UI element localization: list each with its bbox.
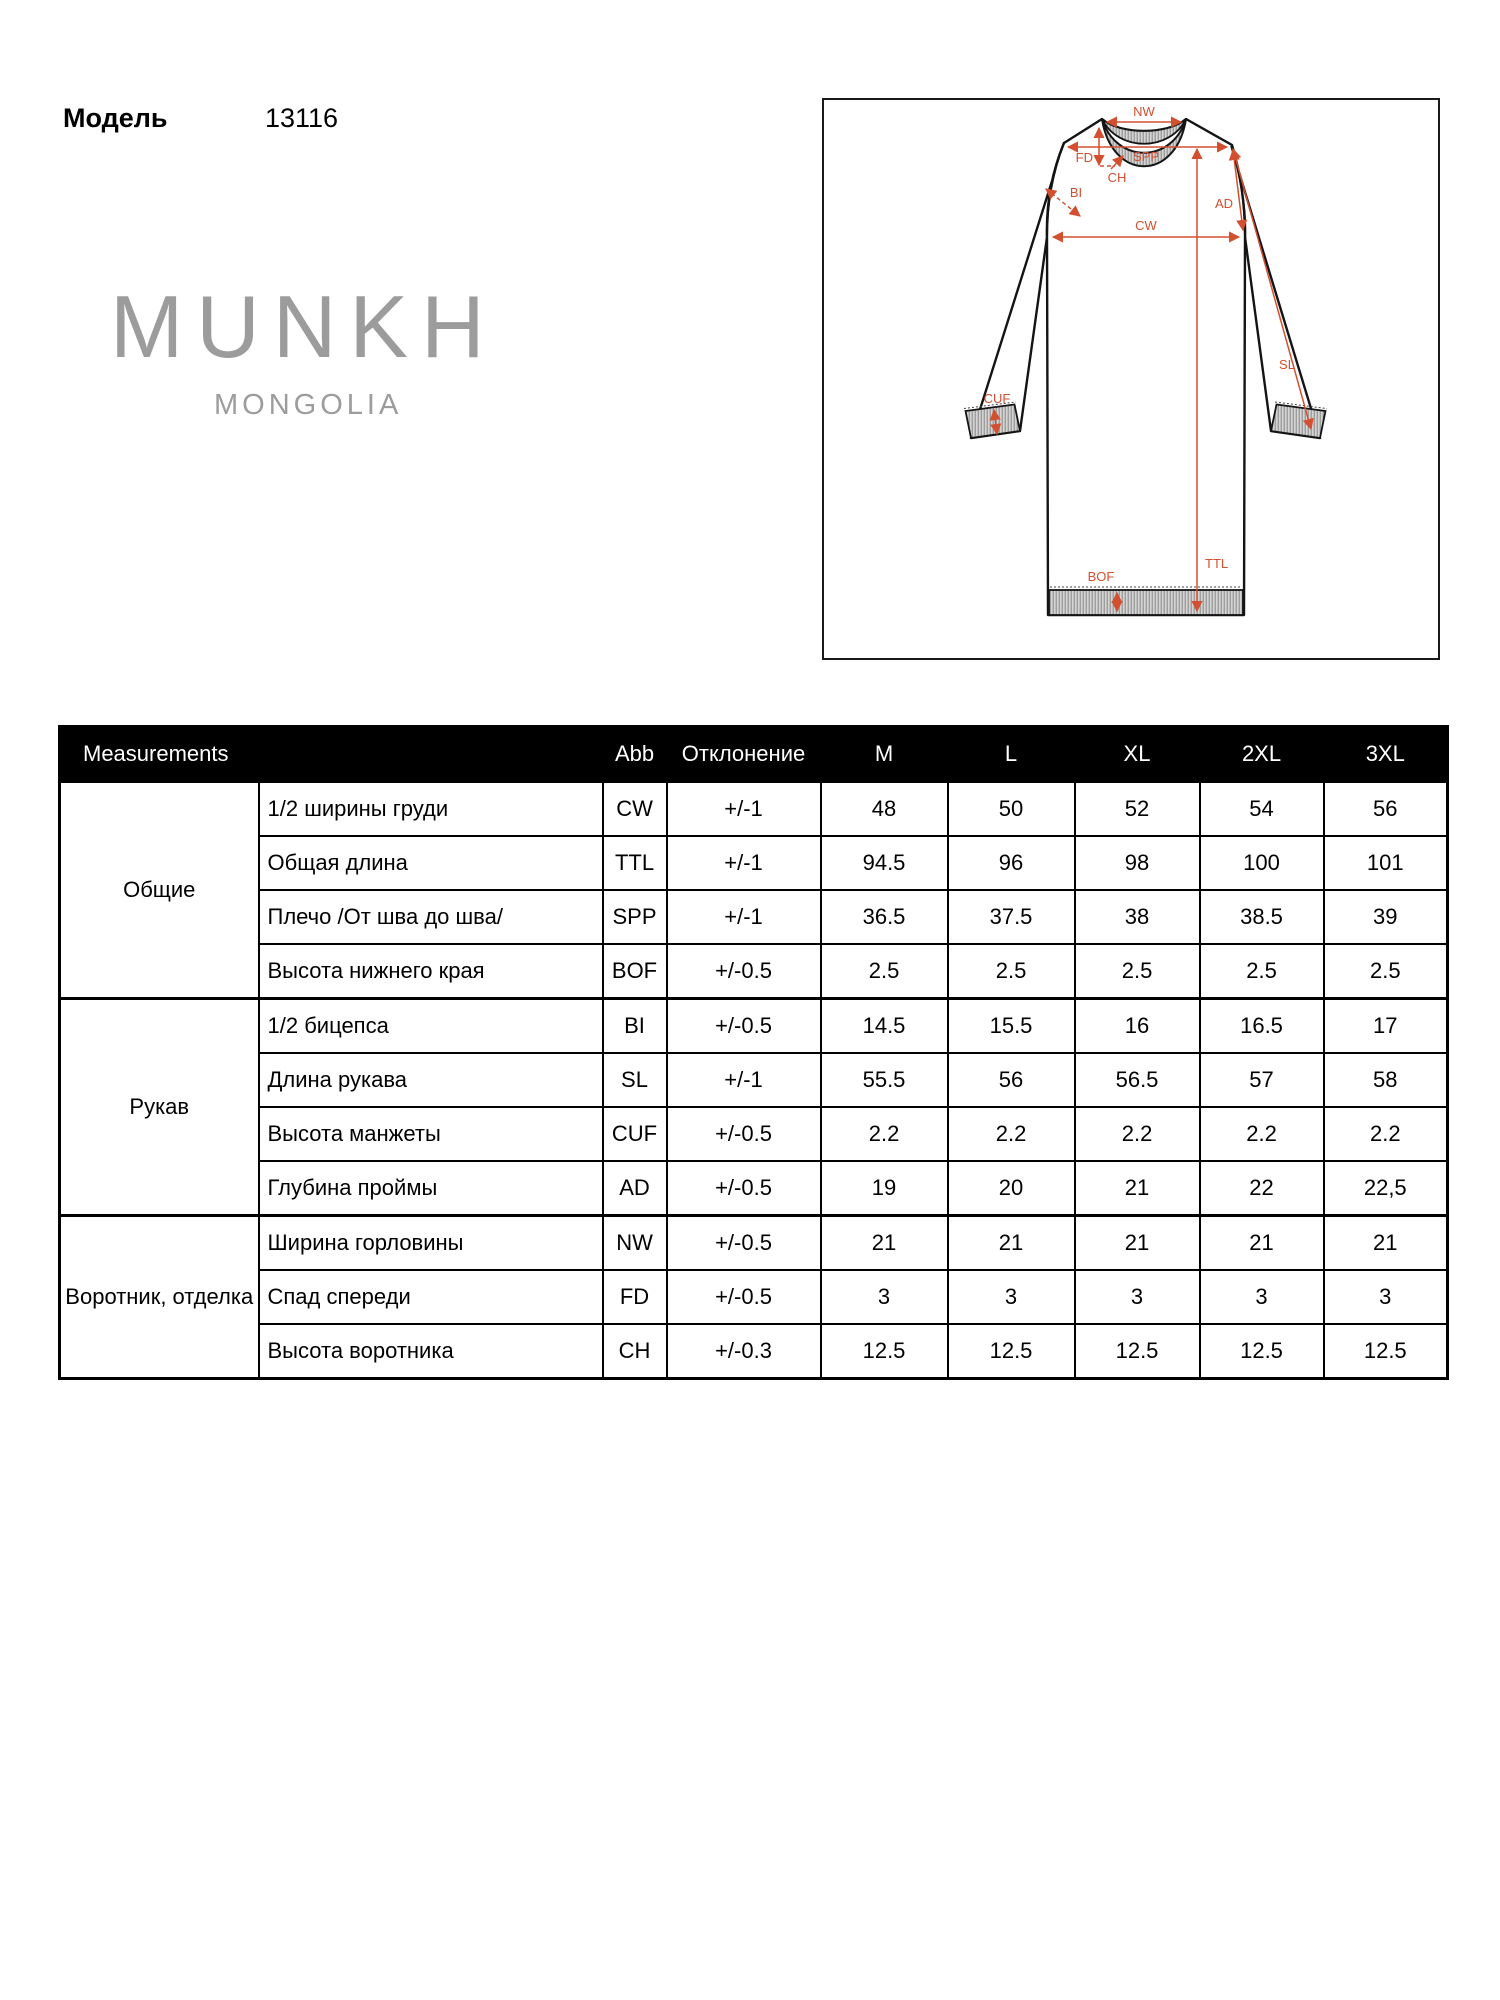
measure-abb: AD xyxy=(603,1161,667,1216)
measure-name: Высота манжеты xyxy=(259,1107,603,1161)
bi-label: BI xyxy=(1069,185,1083,200)
measure-abb: SPP xyxy=(603,890,667,944)
table-row xyxy=(60,782,1448,837)
group-label-sleeve: Рукав xyxy=(60,999,259,1216)
value-l: 96 xyxy=(948,836,1075,890)
value-3xl: 101 xyxy=(1324,836,1448,890)
value-l: 20 xyxy=(948,1161,1075,1216)
value-m: 14.5 xyxy=(821,999,948,1054)
value-xl: 12.5 xyxy=(1075,1324,1200,1379)
value-l: 12.5 xyxy=(948,1324,1075,1379)
header-size-2xl: 2XL xyxy=(1200,727,1324,782)
value-2xl: 12.5 xyxy=(1200,1324,1324,1379)
value-m: 55.5 xyxy=(821,1053,948,1107)
measure-name: Плечо /От шва до шва/ xyxy=(259,890,603,944)
value-3xl: 39 xyxy=(1324,890,1448,944)
measure-abb: BOF xyxy=(603,944,667,999)
measure-abb: CUF xyxy=(603,1107,667,1161)
ch-label: CH xyxy=(1107,170,1127,185)
garment-technical-drawing-image xyxy=(824,100,1438,658)
value-3xl: 58 xyxy=(1324,1053,1448,1107)
table-row xyxy=(60,1216,1448,1271)
hem-band xyxy=(1049,587,1243,615)
measurements-table xyxy=(58,725,1449,1380)
model-number: 13116 xyxy=(265,103,339,133)
measure-dev: +/-0.5 xyxy=(667,1216,821,1271)
header-abb: Abb xyxy=(603,727,667,782)
value-2xl: 57 xyxy=(1200,1053,1324,1107)
table-row xyxy=(60,1161,1448,1216)
value-2xl: 2.2 xyxy=(1200,1107,1324,1161)
value-l: 21 xyxy=(948,1216,1075,1271)
table-row xyxy=(60,890,1448,944)
value-m: 94.5 xyxy=(821,836,948,890)
header-size-xl: XL xyxy=(1075,727,1200,782)
value-3xl: 56 xyxy=(1324,782,1448,837)
value-l: 56 xyxy=(948,1053,1075,1107)
measure-dev: +/-1 xyxy=(667,890,821,944)
measure-name: Глубина проймы xyxy=(259,1161,603,1216)
value-3xl: 2.2 xyxy=(1324,1107,1448,1161)
cw-label: CW xyxy=(1135,218,1157,233)
value-m: 36.5 xyxy=(821,890,948,944)
value-3xl: 12.5 xyxy=(1324,1324,1448,1379)
value-l: 2.5 xyxy=(948,944,1075,999)
measure-name: Высота нижнего края xyxy=(259,944,603,999)
value-l: 15.5 xyxy=(948,999,1075,1054)
measure-dev: +/-0.5 xyxy=(667,999,821,1054)
spp-label: SPP xyxy=(1132,149,1160,164)
header-size-3xl: 3XL xyxy=(1324,727,1448,782)
measure-dev: +/-1 xyxy=(667,1053,821,1107)
value-3xl: 2.5 xyxy=(1324,944,1448,999)
measure-abb: SL xyxy=(603,1053,667,1107)
value-xl: 98 xyxy=(1075,836,1200,890)
measure-name: Общая длина xyxy=(259,836,603,890)
value-xl: 16 xyxy=(1075,999,1200,1054)
value-m: 2.5 xyxy=(821,944,948,999)
value-xl: 3 xyxy=(1075,1270,1200,1324)
value-l: 2.2 xyxy=(948,1107,1075,1161)
value-xl: 21 xyxy=(1075,1216,1200,1271)
table-row xyxy=(60,999,1448,1054)
value-2xl: 16.5 xyxy=(1200,999,1324,1054)
header-size-l: L xyxy=(948,727,1075,782)
brand-subtitle: MONGOLIA xyxy=(214,389,403,421)
value-m: 21 xyxy=(821,1216,948,1271)
value-2xl: 21 xyxy=(1200,1216,1324,1271)
value-xl: 52 xyxy=(1075,782,1200,837)
value-m: 12.5 xyxy=(821,1324,948,1379)
table-header-row xyxy=(60,727,1448,782)
measure-name: 1/2 бицепса xyxy=(259,999,603,1054)
group-label-collar: Воротник, отделка xyxy=(60,1216,259,1379)
value-2xl: 2.5 xyxy=(1200,944,1324,999)
model-header xyxy=(63,103,763,134)
sl-label: SL xyxy=(1279,357,1295,372)
measure-dev: +/-0.5 xyxy=(667,1107,821,1161)
nw-label: NW xyxy=(1133,104,1155,119)
value-2xl: 54 xyxy=(1200,782,1324,837)
value-3xl: 21 xyxy=(1324,1216,1448,1271)
header-size-m: M xyxy=(821,727,948,782)
value-2xl: 100 xyxy=(1200,836,1324,890)
value-m: 2.2 xyxy=(821,1107,948,1161)
measure-dev: +/-0.5 xyxy=(667,1270,821,1324)
measure-abb: NW xyxy=(603,1216,667,1271)
value-2xl: 3 xyxy=(1200,1270,1324,1324)
measure-dev: +/-0.5 xyxy=(667,944,821,999)
cuff-right xyxy=(1271,402,1327,438)
table-row xyxy=(60,1053,1448,1107)
table-row xyxy=(60,944,1448,999)
measure-name: 1/2 ширины груди xyxy=(259,782,603,837)
measure-abb: FD xyxy=(603,1270,667,1324)
table-row xyxy=(60,1270,1448,1324)
value-m: 48 xyxy=(821,782,948,837)
value-l: 3 xyxy=(948,1270,1075,1324)
brand-name: MUNKH xyxy=(110,277,498,376)
measure-dev: +/-1 xyxy=(667,782,821,837)
value-xl: 2.2 xyxy=(1075,1107,1200,1161)
value-m: 19 xyxy=(821,1161,948,1216)
measure-abb: CW xyxy=(603,782,667,837)
measure-dev: +/-0.3 xyxy=(667,1324,821,1379)
measure-name: Ширина горловины xyxy=(259,1216,603,1271)
fd-label: FD xyxy=(1075,150,1093,165)
value-l: 50 xyxy=(948,782,1075,837)
ttl-label: TTL xyxy=(1205,556,1229,571)
measure-abb: BI xyxy=(603,999,667,1054)
bof-label: BOF xyxy=(1087,569,1115,584)
cuff-left xyxy=(964,402,1020,438)
model-label: Модель xyxy=(63,103,168,133)
table-row xyxy=(60,1324,1448,1379)
value-3xl: 3 xyxy=(1324,1270,1448,1324)
value-xl: 2.5 xyxy=(1075,944,1200,999)
ad-label: AD xyxy=(1214,196,1234,211)
measure-name: Высота воротника xyxy=(259,1324,603,1379)
measure-name: Длина рукава xyxy=(259,1053,603,1107)
brand-logo xyxy=(110,277,498,422)
table-row xyxy=(60,1107,1448,1161)
value-xl: 56.5 xyxy=(1075,1053,1200,1107)
value-3xl: 22,5 xyxy=(1324,1161,1448,1216)
header-measurements: Measurements xyxy=(60,727,603,782)
value-3xl: 17 xyxy=(1324,999,1448,1054)
measure-abb: TTL xyxy=(603,836,667,890)
garment-diagram-frame xyxy=(822,98,1440,660)
value-l: 37.5 xyxy=(948,890,1075,944)
value-2xl: 22 xyxy=(1200,1161,1324,1216)
measure-name: Спад спереди xyxy=(259,1270,603,1324)
value-xl: 38 xyxy=(1075,890,1200,944)
value-xl: 21 xyxy=(1075,1161,1200,1216)
value-2xl: 38.5 xyxy=(1200,890,1324,944)
table-row xyxy=(60,836,1448,890)
measure-dev: +/-1 xyxy=(667,836,821,890)
measure-dev: +/-0.5 xyxy=(667,1161,821,1216)
header-deviation: Отклонение xyxy=(667,727,821,782)
group-label-general: Общие xyxy=(60,782,259,999)
cuf-label: CUF xyxy=(983,391,1011,406)
value-m: 3 xyxy=(821,1270,948,1324)
measure-abb: CH xyxy=(603,1324,667,1379)
